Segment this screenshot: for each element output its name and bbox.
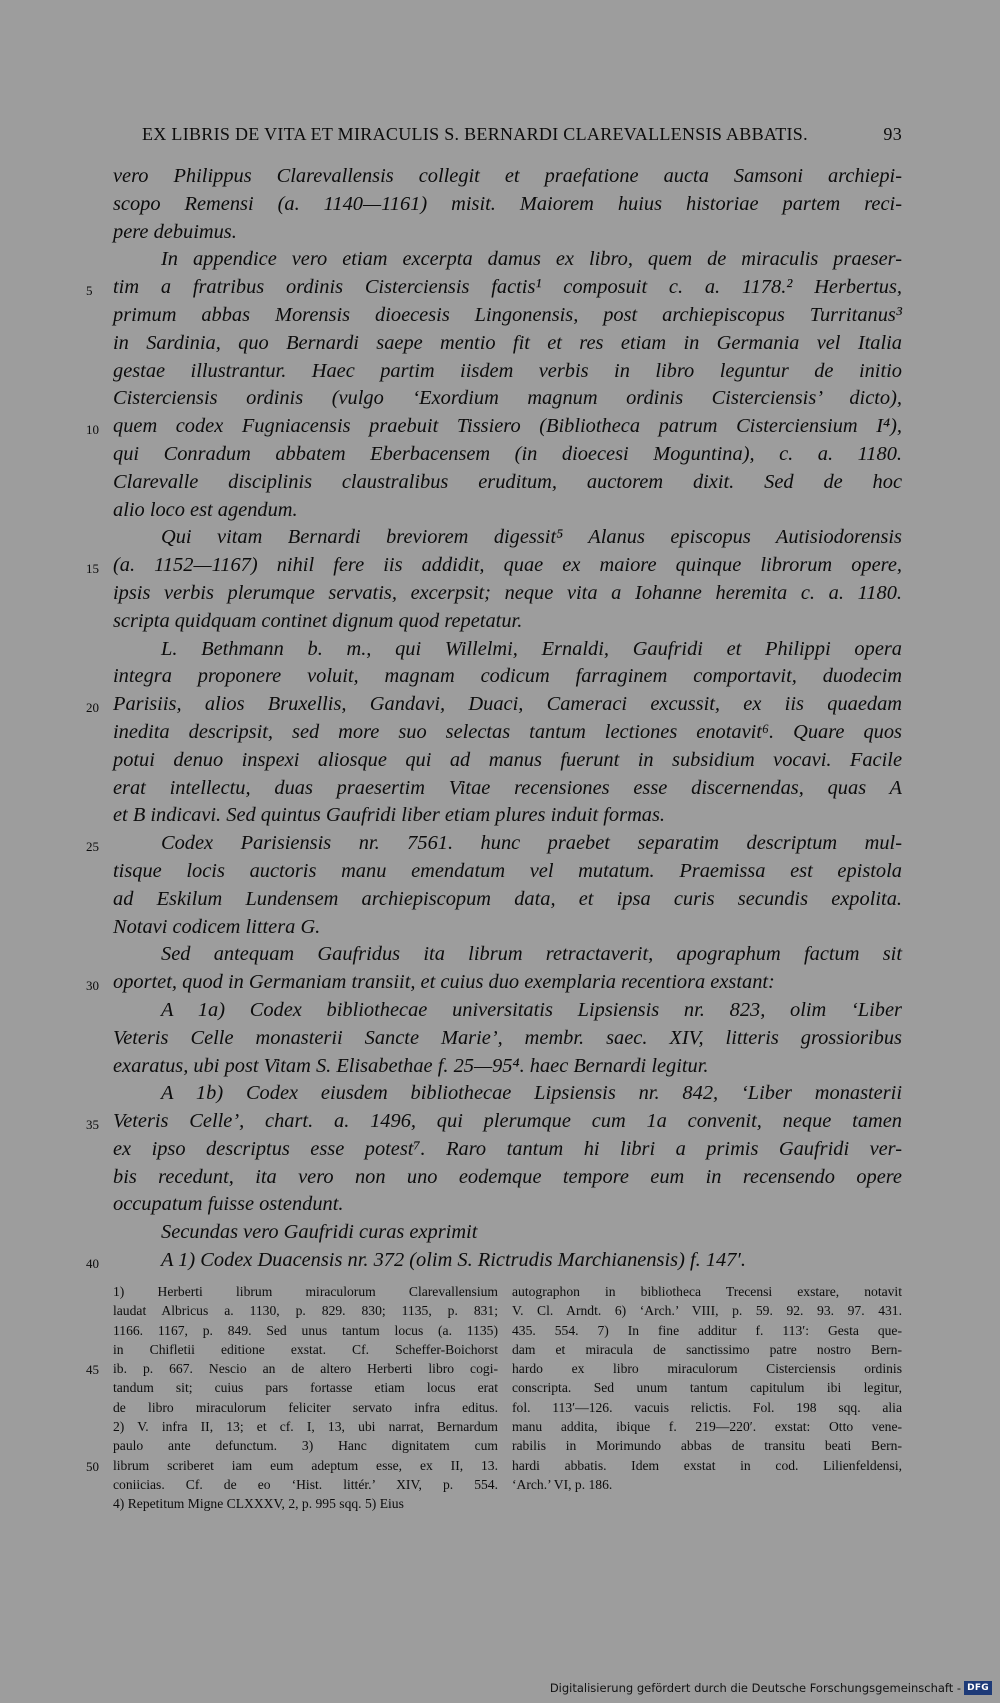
running-header <box>142 124 902 145</box>
text-line <box>86 830 902 858</box>
line-text: in Sardinia, quo Bernardi saepe mentio fit et res etiam in Germania vel Italia <box>113 331 902 354</box>
line-text: gestae illustrantur. Haec partim iisdem verbis in libro leguntur de initio <box>113 359 902 382</box>
line-text: Clarevalle disciplinis claustralibus eruditum, auctorem dixit. Sed de hoc <box>113 470 902 493</box>
line-text: A 1b) Codex eiusdem bibliothecae Lipsiensis nr. 842, ‘Liber monasterii <box>161 1082 902 1105</box>
line-text: inedita descripsit, sed more suo selectas tantum lectiones enotavit⁶. Quare quos <box>113 720 902 743</box>
line-text: ib. p. 667. Nescio an de altero Herberti libro cogi- <box>113 1361 498 1377</box>
text-line <box>113 246 902 274</box>
line-text: 2) V. infra II, 13; et cf. I, 13, ubi narrat, Bernardum <box>113 1419 498 1435</box>
line-text: oportet, quod in Germaniam transiit, et cuius duo exemplaria recentiora exstant: <box>113 971 775 994</box>
line-text: conscripta. Sed unum tantum capitulum ibi legitur, <box>512 1380 902 1396</box>
text-line <box>113 163 902 191</box>
line-text: 435. 554. 7) In fine additur f. 113′: Gesta que- <box>512 1322 902 1338</box>
text-line <box>113 719 902 747</box>
text-line <box>113 608 902 636</box>
line-text: A 1a) Codex bibliothecae universitatis Lipsiensis nr. 823, olim ‘Liber <box>161 998 902 1021</box>
text-line <box>113 441 902 469</box>
text-line <box>113 469 902 497</box>
line-text: Sed antequam Gaufridus ita librum retractaverit, apographum factum sit <box>161 943 902 966</box>
line-text: ipsis verbis plerumque servatis, excerpsit; neque vita a Iohanne heremita c. a. 1180. <box>113 581 902 604</box>
text-line <box>113 385 902 413</box>
text-line <box>113 941 902 969</box>
text-line <box>86 1456 498 1475</box>
text-line <box>86 413 902 441</box>
text-line <box>512 1282 902 1301</box>
line-text: manu addita, ibique f. 219—220′. exstat: Otto vene- <box>512 1419 902 1435</box>
line-text: L. Bethmann b. m., qui Willelmi, Ernaldi, Gaufridi et Philippi opera <box>161 637 902 660</box>
line-text: tisque locis auctoris manu emendatum vel mutatum. Praemissa est epistola <box>113 859 902 882</box>
line-text: integra proponere voluit, magnam codicum farraginem comportavit, duodecim <box>113 665 902 688</box>
text-line <box>113 997 902 1025</box>
line-text: librum scriberet iam eum adeptum esse, ex II, 13. <box>113 1457 498 1473</box>
line-text: vero Philippus Clarevallensis collegit et praefatione aucta Samsoni archiepi- <box>113 165 902 187</box>
main-text <box>86 163 902 1275</box>
line-text: ex ipso descriptus esse potest⁷. Raro tantum hi libri a primis Gaufridi ver- <box>113 1137 902 1160</box>
line-text: tim a fratribus ordinis Cisterciensis factis¹ composuit c. a. 1178.² Herbertus, <box>113 276 902 299</box>
text-line <box>512 1475 902 1494</box>
footnotes-left-column <box>86 1282 498 1514</box>
text-line <box>512 1359 902 1378</box>
text-line <box>113 747 902 775</box>
line-text: Qui vitam Bernardi breviorem digessit⁵ Alanus episcopus Autisiodorensis <box>161 526 902 549</box>
line-number: 20 <box>86 700 99 716</box>
line-text: 1166. 1167, p. 849. Sed unus tantum locus (a. 1135) <box>113 1322 498 1338</box>
line-text: Veteris Celle’, chart. a. 1496, qui plerumque cum 1a convenit, neque tamen <box>113 1110 902 1133</box>
line-number: 10 <box>86 422 99 438</box>
text-line <box>113 497 902 525</box>
text-line <box>86 1359 498 1378</box>
text-line <box>113 358 902 386</box>
line-text: 1) Herberti librum miraculorum Clarevallensium <box>113 1284 498 1299</box>
text-line <box>113 302 902 330</box>
line-text: Parisiis, alios Bruxellis, Gandavi, Duaci, Cameraci excussit, ex iis quaedam <box>113 693 902 716</box>
text-line <box>113 580 902 608</box>
line-text: paulo ante defunctum. 3) Hanc dignitatem cum <box>113 1438 498 1454</box>
text-line <box>86 1247 902 1275</box>
line-text: Cisterciensis ordinis (vulgo ‘Exordium magnum ordinis Cisterciensis’ dicto), <box>113 387 902 410</box>
digitization-credit <box>550 1681 992 1695</box>
text-line <box>512 1378 902 1397</box>
text-line <box>113 1301 498 1320</box>
text-line <box>86 552 902 580</box>
text-line <box>512 1301 902 1320</box>
text-line <box>113 663 902 691</box>
footnotes-right-column <box>512 1282 902 1514</box>
line-text: ‘Arch.’ VI, p. 186. <box>512 1476 613 1492</box>
line-text: et B indicavi. Sed quintus Gaufridi liber etiam plures induit formas. <box>113 804 666 827</box>
text-line <box>512 1436 902 1455</box>
line-text: primum abbas Morensis dioecesis Lingonensis, post archiepiscopus Turritanus³ <box>113 303 902 326</box>
line-text: ad Eskilum Lundensem archiepiscopum data, et ipsa curis secundis expolita. <box>113 887 902 910</box>
text-line <box>113 1025 902 1053</box>
line-number: 40 <box>86 1256 99 1272</box>
line-text: qui Conradum abbatem Eberbacensem (in dioecesi Moguntina), c. a. 1180. <box>113 442 902 465</box>
line-text: In appendice vero etiam excerpta damus ex libro, quem de miraculis praeser- <box>161 248 902 271</box>
line-text: A 1) Codex Duacensis nr. 372 (olim S. Rictrudis Marchianensis) f. 147′. <box>161 1249 746 1272</box>
text-line <box>113 1475 498 1494</box>
line-text: laudat Albricus a. 1130, p. 829. 830; 1135, p. 831; <box>113 1303 498 1319</box>
text-line <box>113 1398 498 1417</box>
line-number: 5 <box>86 283 93 299</box>
line-text: V. Cl. Arndt. 6) ‘Arch.’ VIII, p. 59. 92. 93. 97. 431. <box>512 1303 902 1319</box>
line-text: 4) Repetitum Migne CLXXXV, 2, p. 995 sqq. 5) Eius <box>113 1496 404 1512</box>
text-line <box>113 1436 498 1455</box>
text-line <box>113 1378 498 1397</box>
text-line <box>86 1108 902 1136</box>
line-text: Secundas vero Gaufridi curas exprimit <box>161 1221 478 1244</box>
text-line <box>113 775 902 803</box>
text-line <box>113 1282 498 1301</box>
text-line <box>113 1191 902 1219</box>
text-line <box>113 1494 498 1513</box>
footnotes <box>86 1282 902 1514</box>
line-text: exaratus, ubi post Vitam S. Elisabethae f. 25—95⁴. haec Bernardi legitur. <box>113 1054 709 1077</box>
text-line <box>113 1340 498 1359</box>
text-line <box>113 1080 902 1108</box>
text-line <box>86 969 902 997</box>
page-number: 93 <box>883 124 902 144</box>
line-number: 35 <box>86 1117 99 1133</box>
text-line <box>512 1340 902 1359</box>
line-text: Veteris Celle monasterii Sancte Marie’, membr. saec. XIV, litteris grossioribus <box>113 1026 902 1049</box>
line-text: tandum sit; cuius pars fortasse etiam locus erat <box>113 1380 498 1396</box>
text-line <box>512 1456 902 1475</box>
line-text: (a. 1152—1167) nihil fere iis addidit, quae ex maiore quinque librorum opere, <box>113 554 902 577</box>
line-text: de libro miraculorum feliciter servato infra editus. <box>113 1399 498 1415</box>
text-line <box>113 191 902 219</box>
line-text: occupatum fuisse ostendunt. <box>113 1193 344 1216</box>
line-number: 50 <box>86 1458 99 1474</box>
dfg-logo: DFG <box>964 1681 992 1695</box>
text-line <box>512 1321 902 1340</box>
text-line <box>113 524 902 552</box>
text-line <box>113 636 902 664</box>
line-number: 15 <box>86 561 99 577</box>
text-line <box>113 1053 902 1081</box>
text-line <box>113 886 902 914</box>
line-text: scripta quidquam continet dignum quod repetatur. <box>113 609 523 632</box>
text-line <box>86 691 902 719</box>
text-line <box>86 274 902 302</box>
text-line <box>113 1164 902 1192</box>
running-title: EX LIBRIS DE VITA ET MIRACULIS S. BERNARDI CLAREVALLENSIS ABBATIS. <box>142 124 808 144</box>
text-line <box>113 1321 498 1340</box>
text-line <box>113 330 902 358</box>
line-text: Notavi codicem littera G. <box>113 915 321 938</box>
text-line <box>512 1398 902 1417</box>
text-line <box>113 1136 902 1164</box>
line-text: in Chifletii editione exstat. Cf. Scheffer-Boichorst <box>113 1341 498 1357</box>
line-text: erat intellectu, duas praesertim Vitae recensiones esse discernendas, quas A <box>113 776 902 799</box>
credit-text: Digitalisierung gefördert durch die Deutsche Forschungsgemeinschaft - <box>549 1681 962 1695</box>
line-number: 25 <box>86 839 99 855</box>
text-line <box>113 1417 498 1436</box>
line-number: 30 <box>86 978 99 994</box>
line-text: rabilis in Morimundo abbas de transitu beati Bern- <box>512 1438 902 1454</box>
line-text: hardi abbatis. Idem exstat in cod. Lilienfeldensi, <box>512 1457 902 1473</box>
line-text: bis recedunt, ita vero non uno eodemque tempore eum in recensendo opere <box>113 1165 902 1188</box>
line-text: scopo Remensi (a. 1140—1161) misit. Maiorem huius historiae partem reci- <box>113 192 902 215</box>
line-text: coniicias. Cf. de eo ‘Hist. littér.’ XIV, p. 554. <box>113 1476 498 1492</box>
line-text: dam et miracula de sanctissimo patre nostro Bern- <box>512 1341 902 1357</box>
line-text: alio loco est agendum. <box>113 498 298 521</box>
line-text: fol. 113′—126. vacuis relictis. Fol. 198 sqq. alia <box>512 1399 902 1415</box>
text-line <box>113 1219 902 1247</box>
text-line <box>113 219 902 247</box>
text-line <box>113 914 902 942</box>
text-line <box>512 1417 902 1436</box>
line-number: 45 <box>86 1362 99 1378</box>
line-text: hardo ex libro miraculorum Cisterciensis ordinis <box>512 1361 902 1377</box>
text-line <box>113 858 902 886</box>
line-text: quem codex Fugniacensis praebuit Tissiero (Bibliotheca patrum Cisterciensium I⁴), <box>113 415 902 438</box>
line-text: potui denuo inspexi aliosque qui ad manus fuerunt in subsidium vocavi. Facile <box>113 748 902 771</box>
line-text: pere debuimus. <box>113 220 237 243</box>
line-text: autographon in bibliotheca Trecensi exstare, notavit <box>512 1284 902 1299</box>
line-text: Codex Parisiensis nr. 7561. hunc praebet separatim descriptum mul- <box>161 832 902 855</box>
text-line <box>113 802 902 830</box>
